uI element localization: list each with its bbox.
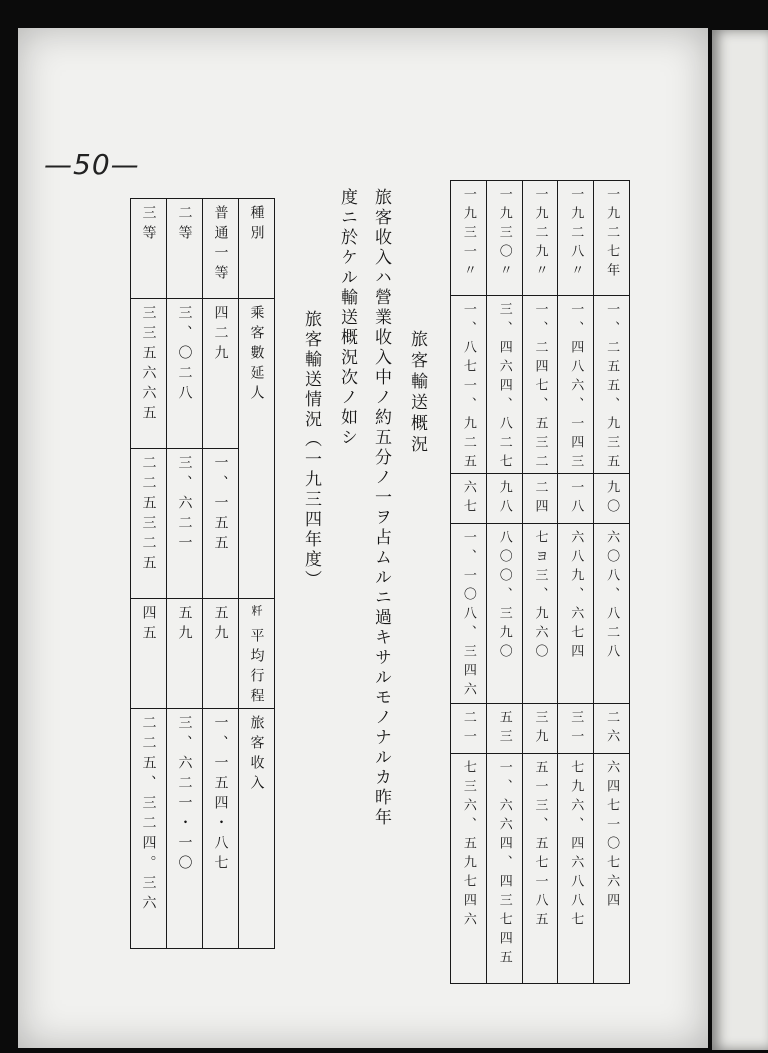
table-cell: 七九六、四六八八七 xyxy=(558,754,594,984)
table-cell: 三、六二一 xyxy=(167,449,203,599)
table-header: 種別 xyxy=(239,199,275,299)
table-cell: 二二五三二五 xyxy=(131,449,167,599)
table-cell: 四二九 xyxy=(203,299,239,449)
table-cell: 五一三、五七一八五 xyxy=(522,754,558,984)
table-cell: 五三 xyxy=(486,704,522,754)
table-cell: 六四七一〇七六四 xyxy=(594,754,630,984)
table-cell: 一九二八〃 xyxy=(558,181,594,296)
table-header: 乘客數延人 xyxy=(239,299,275,599)
yearly-passenger-table xyxy=(450,180,630,984)
table-cell: 八〇〇、三九〇 xyxy=(486,524,522,704)
table-cell: 二一 xyxy=(451,704,487,754)
table-header: 旅客收入 xyxy=(239,709,275,949)
table-cell: 六〇八、八二八 xyxy=(594,524,630,704)
table-cell: 二六 xyxy=(594,704,630,754)
table-cell: 二二五、三二四。三六 xyxy=(131,709,167,949)
table-cell: 三、〇二八 xyxy=(167,299,203,449)
passenger-class-table xyxy=(130,198,275,949)
table-cell: 三、四六四、八二七 xyxy=(486,296,522,474)
paragraph-line: 旅客收入ハ營業收入中ノ約五分ノ一ヲ占ムルニ過キサルモノナルカ昨年 xyxy=(371,188,391,828)
table-cell: 三、六二一・一〇 xyxy=(167,709,203,949)
table-cell: 一、一五四・八七 xyxy=(203,709,239,949)
table-cell: 五九 xyxy=(167,599,203,709)
table-cell: 一、四八六、一四三 xyxy=(558,296,594,474)
table-cell: 四五 xyxy=(131,599,167,709)
table-cell: 九八 xyxy=(486,474,522,524)
table-cell: 三九 xyxy=(522,704,558,754)
table-cell: 一、八七一、九二五 xyxy=(451,296,487,474)
table-title: 旅客輸送情況（一九三四年度） xyxy=(301,310,321,590)
paragraph-line: 度ニ於ケル輸送概況次ノ如シ xyxy=(337,188,357,448)
table-cell: 一九二九〃 xyxy=(522,181,558,296)
table-cell: 普通一等 xyxy=(203,199,239,299)
table-cell: 二四 xyxy=(522,474,558,524)
table-cell: 一、六六四、四三七四五 xyxy=(486,754,522,984)
table-cell: 一八 xyxy=(558,474,594,524)
table-cell: 三一 xyxy=(558,704,594,754)
table-cell: 九〇 xyxy=(594,474,630,524)
table-cell: 七三六、五九七四六 xyxy=(451,754,487,984)
section-heading: 旅客輸送概況 xyxy=(407,330,427,456)
table-cell: 五九 xyxy=(203,599,239,709)
next-page-edge xyxy=(712,30,768,1050)
table-cell: 一、二四七、五三二 xyxy=(522,296,558,474)
table-cell: 三等 xyxy=(131,199,167,299)
table-cell: 七ヨ三、九六〇 xyxy=(522,524,558,704)
table-cell: 一、一〇八、三四六 xyxy=(451,524,487,704)
table-cell: 三三五六六五 xyxy=(131,299,167,449)
table-cell: 六七 xyxy=(451,474,487,524)
table-cell: 一、一五五 xyxy=(203,449,239,599)
table-cell: 六八九、六七四 xyxy=(558,524,594,704)
table-header: 粁 平均行程 xyxy=(239,599,275,709)
table-cell: 一九二七年 xyxy=(594,181,630,296)
page-number: —50— xyxy=(44,148,140,181)
table-cell: 二等 xyxy=(167,199,203,299)
table-cell: 一九三一〃 xyxy=(451,181,487,296)
table-cell: 一、二五五、九三五 xyxy=(594,296,630,474)
table-cell: 一九三〇〃 xyxy=(486,181,522,296)
